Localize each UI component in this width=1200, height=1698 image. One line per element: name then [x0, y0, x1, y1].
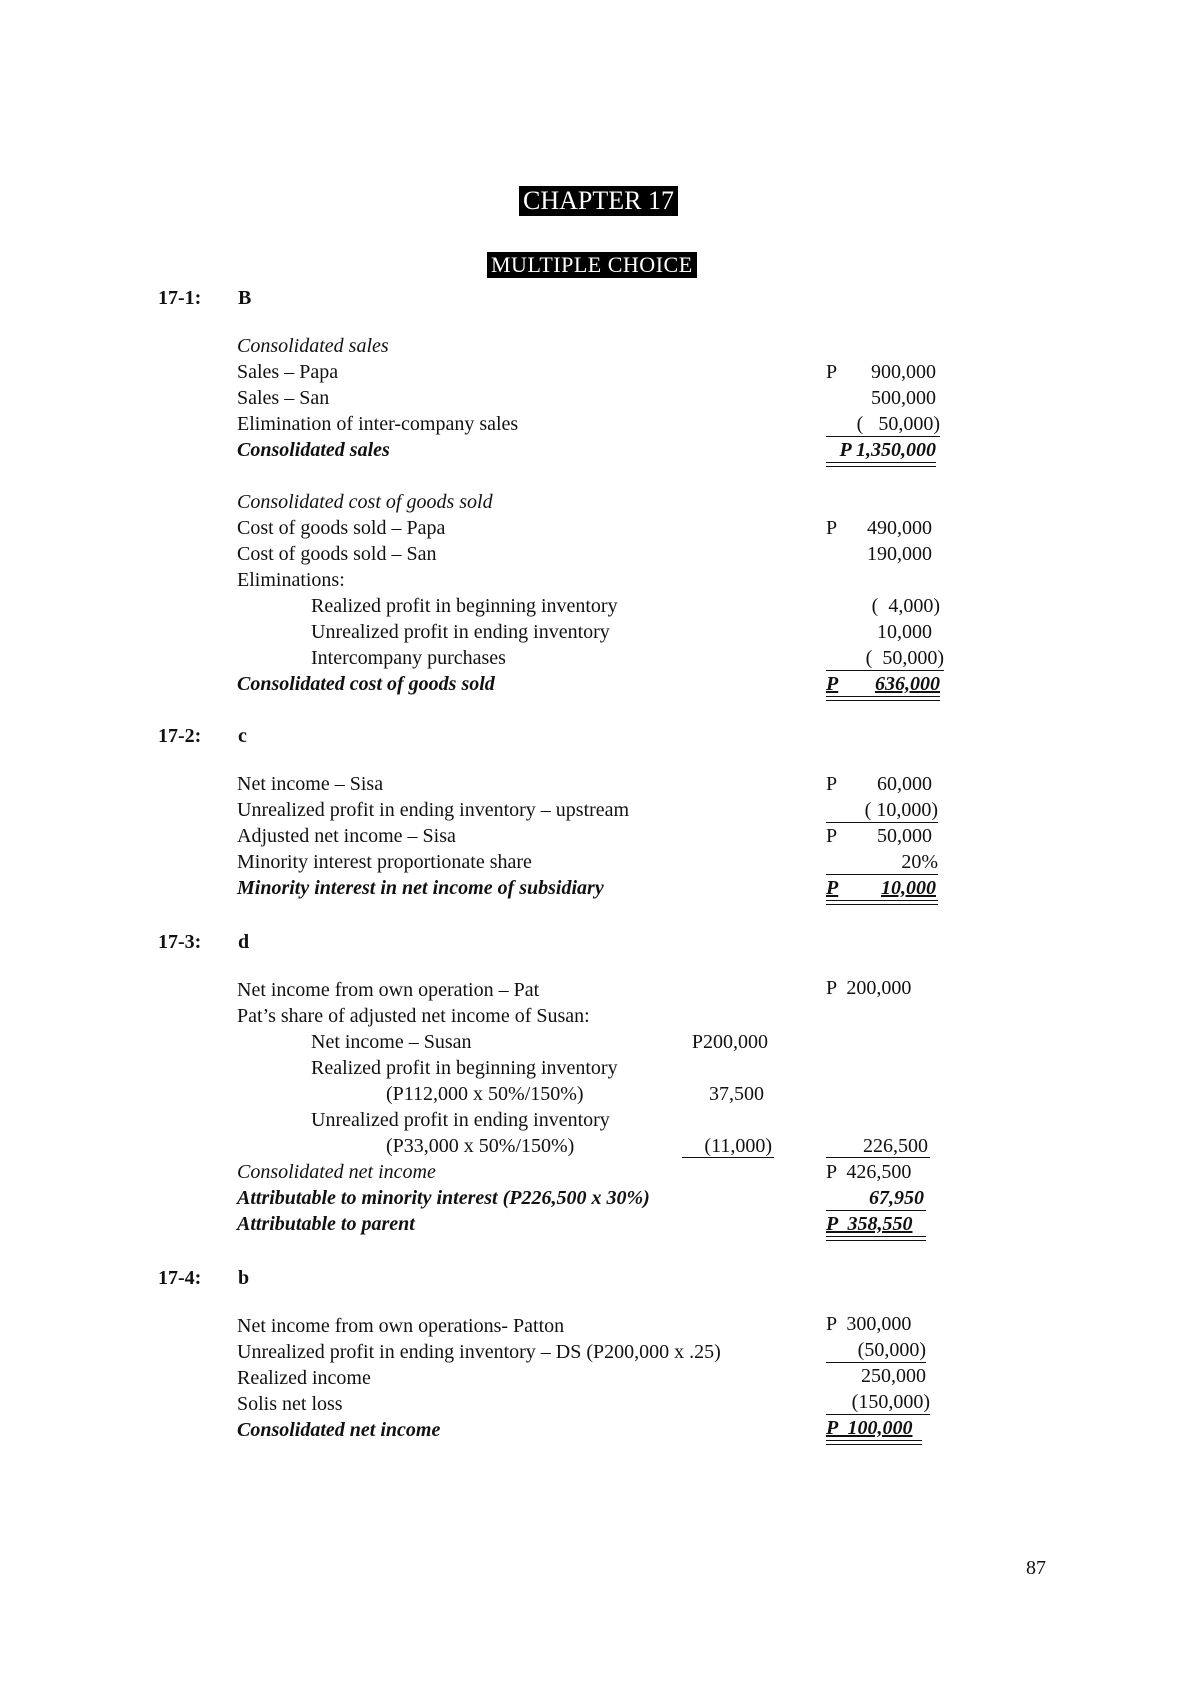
- line-item-label: Cost of goods sold – Papa: [237, 517, 446, 539]
- total-double-rule: [826, 462, 936, 467]
- line-item-label: Attributable to minority interest (P226,500 x 30%): [237, 1187, 650, 1209]
- elimination-label: Realized profit in beginning inventory: [311, 595, 618, 617]
- line-item-label: Elimination of inter-company sales: [237, 413, 519, 435]
- line-item-amount: ( 50,000): [856, 413, 940, 435]
- line-item-label: Unrealized profit in ending inventory – DS (P200,000 x .25): [237, 1341, 721, 1363]
- sub-item-amount: 37,500: [709, 1083, 764, 1105]
- section-heading: Consolidated sales: [237, 335, 389, 357]
- line-item-label: Pat’s share of adjusted net income of Susan:: [237, 1005, 590, 1027]
- line-item-label: Eliminations:: [237, 569, 345, 591]
- sub-item-label: Unrealized profit in ending inventory: [311, 1109, 610, 1131]
- line-item-label: Consolidated net income: [237, 1161, 436, 1183]
- sub-item-amount: P200,000: [691, 1031, 768, 1053]
- subtotal-rule: [826, 822, 938, 823]
- total-double-rule: [826, 1440, 922, 1445]
- subtotal-rule: [826, 874, 938, 875]
- line-item-amount: 20%: [901, 851, 938, 873]
- page-number: 87: [1026, 1557, 1046, 1579]
- line-item-amount: (50,000): [857, 1339, 926, 1361]
- elimination-amount: ( 4,000): [871, 595, 940, 617]
- line-item-amount: 250,000: [861, 1365, 926, 1387]
- total-label: Minority interest in net income of subsidiary: [237, 877, 604, 899]
- line-item-amount: 490,000: [867, 517, 932, 539]
- subtotal-rule: [826, 1414, 930, 1415]
- line-item-amount: 190,000: [867, 543, 932, 565]
- subtotal-rule: [682, 1157, 774, 1158]
- sub-item-amount: (11,000): [704, 1135, 772, 1157]
- subtotal-rule: [826, 670, 944, 671]
- peso-sign: P: [826, 673, 839, 695]
- answer-letter: d: [238, 931, 250, 953]
- sub-item-label: Net income – Susan: [311, 1031, 472, 1053]
- total-label: Attributable to parent: [237, 1213, 415, 1235]
- question-number: 17-4:: [158, 1267, 202, 1289]
- total-label: Consolidated net income: [237, 1419, 441, 1441]
- line-item-label: Net income – Sisa: [237, 773, 384, 795]
- elimination-amount: ( 50,000): [865, 647, 944, 669]
- line-item-label: Sales – Papa: [237, 361, 339, 383]
- subtotal-rule: [826, 1362, 926, 1363]
- line-item-amount: 500,000: [871, 387, 936, 409]
- line-item-label: Adjusted net income – Sisa: [237, 825, 456, 847]
- answer-letter: b: [238, 1267, 250, 1289]
- subtotal-amount: 226,500: [863, 1135, 928, 1157]
- total-amount: P 358,550: [826, 1213, 913, 1235]
- question-number: 17-3:: [158, 931, 202, 953]
- total-label: Consolidated cost of goods sold: [237, 673, 495, 695]
- total-amount: 636,000: [875, 673, 940, 695]
- line-item-label: Net income from own operation – Pat: [237, 979, 540, 1001]
- sub-item-calc: (P112,000 x 50%/150%): [386, 1083, 584, 1105]
- subtotal-rule: [826, 1157, 930, 1158]
- section-heading: Consolidated cost of goods sold: [237, 491, 493, 513]
- question-number: 17-1:: [158, 287, 202, 309]
- question-number: 17-2:: [158, 725, 202, 747]
- chapter-title: CHAPTER 17: [519, 186, 678, 216]
- line-item-amount: 67,950: [869, 1187, 924, 1209]
- elimination-amount: 10,000: [877, 621, 932, 643]
- peso-sign: P: [826, 825, 838, 847]
- line-item-amount: P 426,500: [826, 1161, 912, 1183]
- line-item-amount: 50,000: [877, 825, 932, 847]
- line-item-amount: ( 10,000): [864, 799, 938, 821]
- subtotal-rule: [826, 1210, 926, 1211]
- subtotal-rule: [826, 436, 940, 437]
- answer-letter: B: [238, 287, 252, 309]
- total-double-rule: [826, 900, 938, 905]
- line-item-amount: P 200,000: [826, 977, 912, 999]
- total-amount: P 1,350,000: [839, 439, 936, 461]
- total-amount: P 100,000: [826, 1417, 913, 1439]
- elimination-label: Unrealized profit in ending inventory: [311, 621, 610, 643]
- line-item-amount: 60,000: [877, 773, 932, 795]
- line-item-label: Net income from own operations- Patton: [237, 1315, 565, 1337]
- elimination-label: Intercompany purchases: [311, 647, 506, 669]
- answer-letter: c: [238, 725, 247, 747]
- line-item-amount: 900,000: [871, 361, 936, 383]
- sub-item-calc: (P33,000 x 50%/150%): [386, 1135, 575, 1157]
- line-item-label: Realized income: [237, 1367, 371, 1389]
- line-item-label: Unrealized profit in ending inventory – upstream: [237, 799, 630, 821]
- peso-sign: P: [826, 361, 838, 383]
- line-item-label: Cost of goods sold – San: [237, 543, 437, 565]
- line-item-amount: (150,000): [851, 1391, 930, 1413]
- peso-sign: P: [826, 773, 838, 795]
- total-double-rule: [826, 696, 940, 701]
- total-label: Consolidated sales: [237, 439, 390, 461]
- total-double-rule: [826, 1236, 926, 1241]
- line-item-label: Minority interest proportionate share: [237, 851, 532, 873]
- line-item-label: Solis net loss: [237, 1393, 343, 1415]
- section-title: MULTIPLE CHOICE: [487, 252, 697, 278]
- peso-sign: P: [826, 517, 838, 539]
- line-item-label: Sales – San: [237, 387, 330, 409]
- line-item-amount: P 300,000: [826, 1313, 912, 1335]
- sub-item-label: Realized profit in beginning inventory: [311, 1057, 618, 1079]
- total-amount: 10,000: [881, 877, 936, 899]
- peso-sign: P: [826, 877, 839, 899]
